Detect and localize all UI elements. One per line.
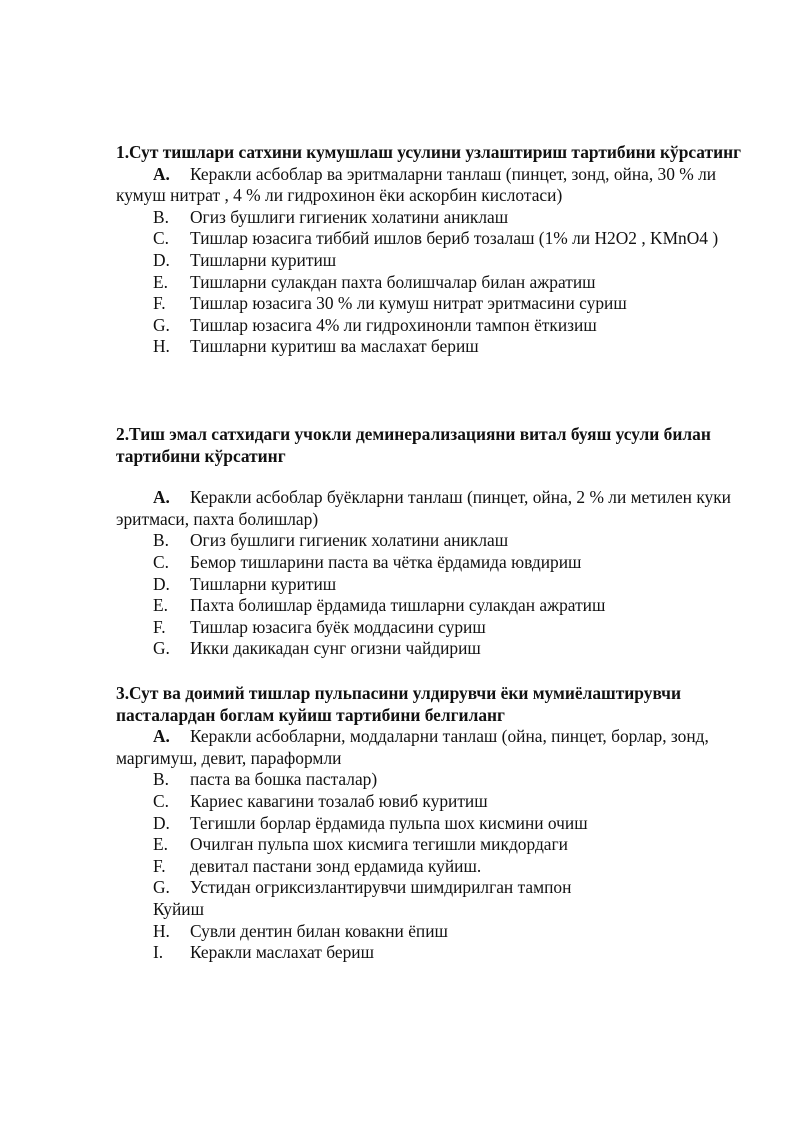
option-text: Огиз бушлиги гигиеник холатини аниклаш (190, 206, 509, 227)
answer-option-b (116, 769, 746, 791)
option-text: Устидан огриксизлантирувчи шимдирилган тампон (190, 877, 572, 898)
answer-option-c (116, 552, 746, 574)
answer-option-g (116, 877, 746, 899)
option-letter: C. (153, 790, 169, 811)
option-letter: I. (153, 942, 164, 963)
answer-option-g (116, 638, 746, 660)
option-letter: F. (153, 616, 166, 637)
option-letter: G. (153, 638, 170, 659)
option-text: Керакли маслахат бериш (190, 942, 374, 963)
question-1 (116, 142, 746, 358)
option-text: Сувли дентин билан ковакни ёпиш (190, 920, 448, 941)
question-3 (116, 683, 746, 964)
option-text: Керакли асбоблар буёкларни танлаш (пинцет, ойна, 2 % ли метилен куки эритмаси, пахта болишлар) (116, 487, 731, 529)
answer-option-c (116, 791, 746, 813)
option-letter: C. (153, 551, 169, 572)
option-text: девитал пастани зонд ердамида куйиш. (190, 855, 482, 876)
option-text: Керакли асбобларни, моддаларни танлаш (ойна, пинцет, борлар, зонд, маргимуш, девит, параформли (116, 726, 709, 768)
option-text: Тишлар юзасига 30 % ли кумуш нитрат эритмасини суриш (190, 293, 627, 314)
option-letter: B. (153, 206, 169, 227)
answer-option-e (116, 272, 746, 294)
option-text: Очилган пульпа шох кисмига тегишли микдордаги (190, 834, 568, 855)
option-text: Тишларни сулакдан пахта болишчалар билан ажратиш (190, 271, 596, 292)
option-letter: G. (153, 314, 170, 335)
answer-option-h (116, 921, 746, 943)
option-text: Тишларни куритиш (190, 249, 337, 270)
option-letter: H. (153, 920, 170, 941)
answer-option-f (116, 617, 746, 639)
option-text: Тишларни куритиш ва маслахат бериш (190, 336, 479, 357)
spacer (116, 467, 746, 487)
answer-option-f (116, 856, 746, 878)
answer-option-c (116, 228, 746, 250)
option-letter: D. (153, 573, 170, 594)
option-text: Тишлар юзасига 4% ли гидрохинонли тампон ёткизиш (190, 314, 597, 335)
answer-option-d (116, 813, 746, 835)
option-letter: B. (153, 769, 169, 790)
answer-option-d (116, 574, 746, 596)
option-letter: A. (153, 726, 170, 747)
option-letter: D. (153, 812, 170, 833)
answer-option-e (116, 834, 746, 856)
option-letter: H. (153, 336, 170, 357)
answer-option-b (116, 207, 746, 229)
option-text: Огиз бушлиги гигиеник холатини аниклаш (190, 530, 509, 551)
option-letter: A. (153, 163, 170, 184)
option-text: Пахта болишлар ёрдамида тишларни сулакдан ажратиш (190, 595, 606, 616)
answer-option-b (116, 530, 746, 552)
option-letter: E. (153, 595, 168, 616)
option-letter: G. (153, 877, 170, 898)
option-letter: D. (153, 249, 170, 270)
option-text: Тегишли борлар ёрдамида пульпа шох кисмини очиш (190, 812, 588, 833)
option-letter: F. (153, 855, 166, 876)
answer-option-e (116, 595, 746, 617)
option-letter: E. (153, 271, 168, 292)
option-text: Керакли асбоблар ва эритмаларни танлаш (пинцет, зонд, ойна, 30 % ли кумуш нитрат , 4 % ли гидрохинон ёки аскорбин кислотаси) (116, 163, 717, 206)
answer-option-a (116, 726, 746, 769)
answer-option-h (116, 336, 746, 358)
option-letter: C. (153, 228, 169, 249)
question-2 (116, 424, 746, 660)
answer-option-i (116, 942, 746, 964)
option-letter: B. (153, 530, 169, 551)
option-text: Бемор тишларини паста ва чётка ёрдамида ювдириш (190, 551, 582, 572)
question-title: 1.Сут тишлари сатхини кумушлаш усулини узлаштириш тартибини кўрсатинг (116, 142, 742, 162)
option-text: Тишлар юзасига буёк моддасини суриш (190, 616, 486, 637)
answer-option-d (116, 250, 746, 272)
option-text: Икки дакикадан сунг огизни чайдириш (190, 638, 481, 659)
option-letter: F. (153, 293, 166, 314)
answer-option-g (116, 315, 746, 337)
question-title: 2.Тиш эмал сатхидаги учокли деминерализацияни витал буяш усули билан тартибини кўрсатинг (116, 424, 711, 466)
answer-option-a (116, 487, 746, 530)
answer-option-a (116, 164, 746, 207)
option-text: Тишларни куритиш (190, 573, 337, 594)
option-text: Кариес кавагини тозалаб ювиб куритиш (190, 790, 488, 811)
option-letter: E. (153, 834, 168, 855)
option-continuation: Куйиш (153, 898, 204, 919)
answer-option-f (116, 293, 746, 315)
question-title: 3.Сут ва доимий тишлар пульпасини улдирувчи ёки мумиёлаштирувчи пасталардан боглам куйиш тартибини белгиланг (116, 683, 681, 725)
option-text: Тишлар юзасига тиббий ишлов бериб тозалаш (1% ли H2O2 , KMnO4 ) (190, 228, 719, 249)
option-text: паста ва бошка пасталар) (190, 769, 378, 790)
option-letter: A. (153, 487, 170, 508)
